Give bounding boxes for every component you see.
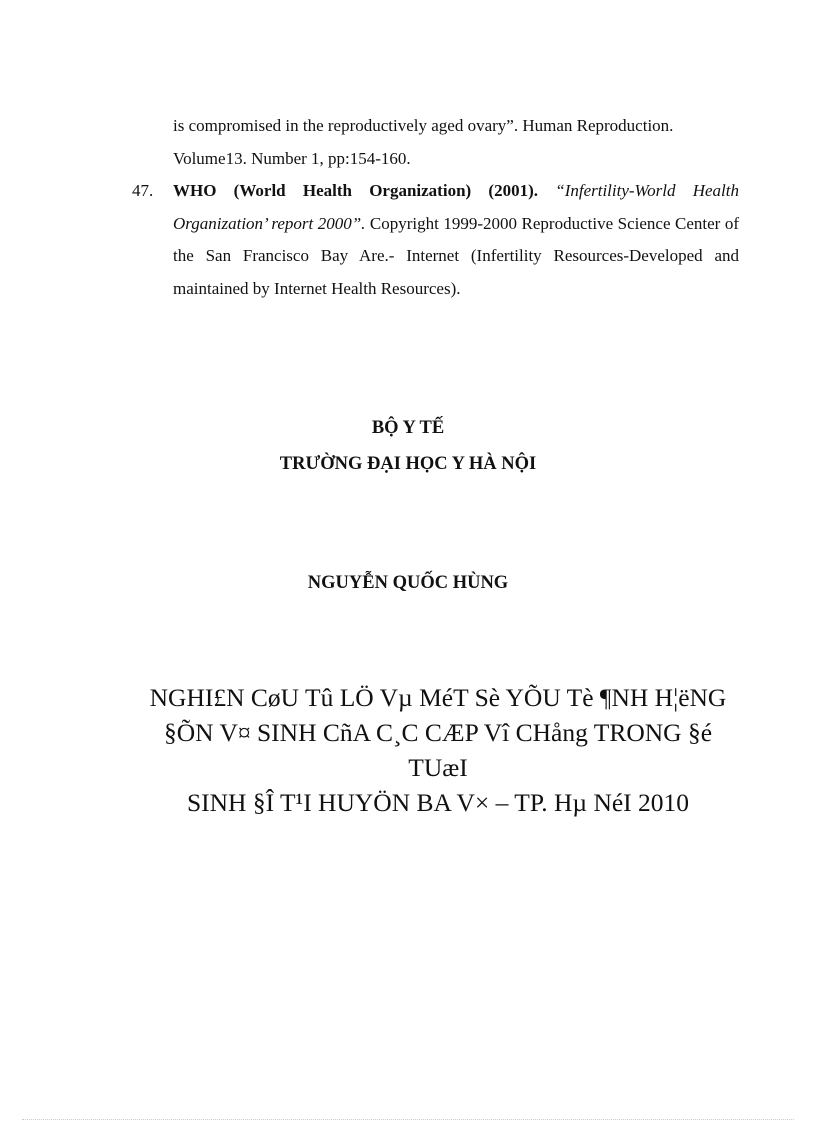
reference-item-47 bbox=[132, 175, 739, 305]
reference-number: 47. bbox=[132, 181, 154, 200]
thesis-title-line-3: TUæI bbox=[408, 753, 468, 782]
thesis-title-line-2: §ÕN V¤ SINH CñA C¸C CÆP Vî CHång TRONG §é bbox=[163, 718, 713, 747]
thesis-title-line-1: NGHI£N CøU Tû LÖ Vµ MéT Sè YÕU Tè ¶NH H¦ëNG bbox=[149, 683, 727, 712]
reference-author: WHO (World Health Organization) (2001). bbox=[173, 181, 538, 200]
thesis-title-line-4: SINH §Î T¹I HUYÖN BA V× – TP. Hµ NéI 2010 bbox=[186, 788, 690, 817]
thesis-title bbox=[120, 680, 756, 820]
reference-body bbox=[173, 175, 739, 305]
reference-continuation bbox=[132, 110, 739, 175]
university-name: TRƯỜNG ĐẠI HỌC Y HÀ NỘI bbox=[279, 454, 537, 474]
reference-continuation-line-2: Volume13. Number 1, pp:154-160. bbox=[173, 148, 411, 168]
reference-details: Copyright 1999-2000 Reproductive Science Center of the San Francisco Bay Are.- Internet (Infertility Resources-Developed and maintained by Internet Health Resources). bbox=[173, 213, 739, 298]
author-name: NGUYỄN QUỐC HÙNG bbox=[307, 573, 509, 593]
reference-continuation-line-1: is compromised in the reproductively aged ovary”. Human Reproduction. bbox=[173, 116, 674, 135]
page-bottom-divider bbox=[22, 1119, 794, 1120]
reference-list bbox=[132, 110, 739, 305]
ministry-name: BỘ Y TẾ bbox=[371, 418, 445, 438]
reference-title: “Infertility-World Health Organization’ report 2000”. bbox=[173, 181, 739, 233]
